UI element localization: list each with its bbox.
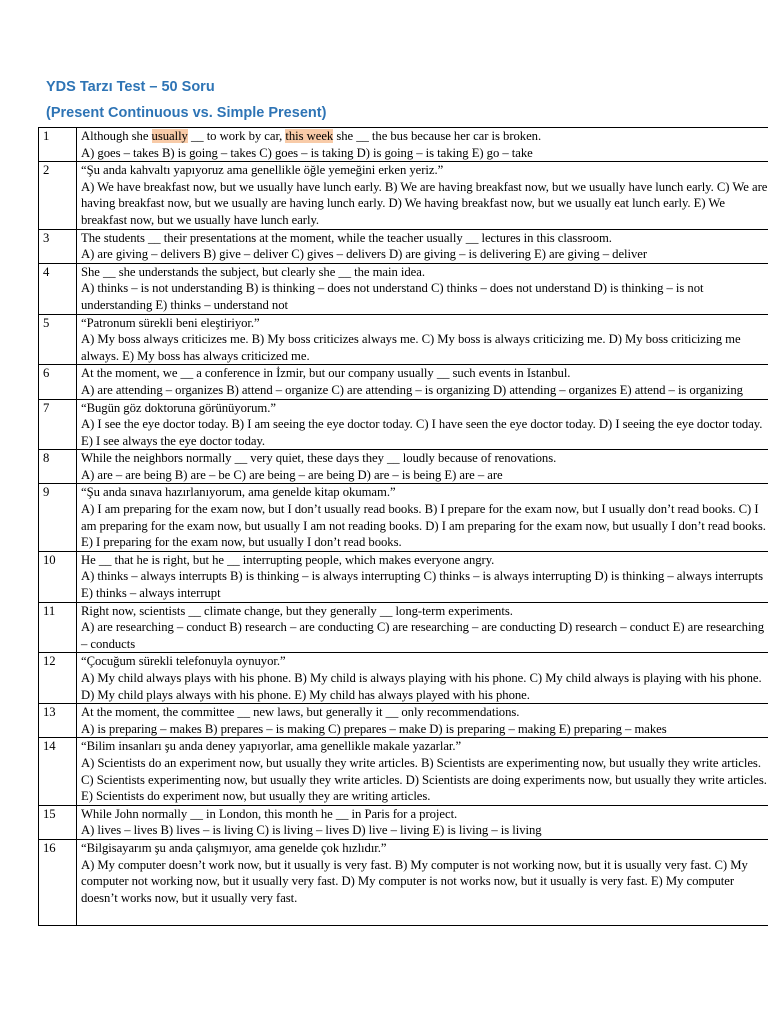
question-stem: She __ she understands the subject, but clearly she __ the main idea.: [81, 264, 425, 279]
question-cell: [77, 653, 768, 704]
question-options: A) My boss always criticizes me. B) My boss criticizes always me. C) My boss is always criticizing me. D) My boss criticizing me always. E) My boss has always criticized me.: [81, 332, 741, 363]
question-row: [39, 399, 768, 450]
question-options: A) is preparing – makes B) prepares – is making C) prepares – make D) is preparing – making E) preparing – makes: [81, 721, 667, 736]
question-number: 6: [39, 365, 77, 399]
question-number: 14: [39, 738, 77, 805]
question-stem: The students __ their presentations at the moment, while the teacher usually __ lectures in this classroom.: [81, 230, 612, 245]
question-cell: [77, 602, 768, 653]
question-cell: [77, 263, 768, 314]
question-row: [39, 653, 768, 704]
question-row: [39, 738, 768, 805]
question-cell: [77, 365, 768, 399]
question-options: A) are giving – delivers B) give – deliver C) gives – delivers D) are giving – is delivering E) are giving – deliver: [81, 247, 648, 262]
question-number: 7: [39, 399, 77, 450]
question-number: 12: [39, 653, 77, 704]
question-cell: [77, 738, 768, 805]
question-cell: [77, 704, 768, 738]
question-row: [39, 551, 768, 602]
question-row: [39, 805, 768, 839]
question-number: 9: [39, 484, 77, 551]
question-stem: “Bilim insanları şu anda deney yapıyorlar, ama genellikle makale yazarlar.”: [81, 739, 462, 754]
question-number: 5: [39, 314, 77, 365]
question-stem: “Bugün göz doktoruna görünüyorum.”: [81, 400, 276, 415]
question-cell: [77, 162, 768, 229]
test-title: YDS Tarzı Test – 50 Soru: [46, 79, 215, 95]
question-stem: While John normally __ in London, this month he __ in Paris for a project.: [81, 806, 458, 821]
question-options: A) are researching – conduct B) research – are conducting C) are researching – are conducting D) research – conduct E) are researching – conducts: [81, 620, 765, 651]
question-row: [39, 484, 768, 551]
question-cell: [77, 399, 768, 450]
question-stem: “Bilgisayarım şu anda çalışmıyor, ama genelde çok hızlıdır.”: [81, 840, 387, 855]
question-options: A) Scientists do an experiment now, but usually they write articles. B) Scientists are experimenting now, but usually they write articles. C) Scientists experimenting now, but usually they write articles. D) Scientists are doing experiments now, but usually they write articles. E) Scientists do experiment now, but usually they are writing articles.: [81, 755, 767, 804]
question-cell: [77, 450, 768, 484]
stem-text: __ to work by car,: [187, 129, 286, 143]
question-number: 3: [39, 229, 77, 263]
question-number: 13: [39, 704, 77, 738]
question-stem: “Çocuğum sürekli telefonuyla oynuyor.”: [81, 654, 286, 669]
question-row: [39, 839, 768, 925]
question-row: [39, 365, 768, 399]
question-row: [39, 162, 768, 229]
question-cell: [77, 805, 768, 839]
question-cell: [77, 128, 768, 162]
question-row: [39, 229, 768, 263]
question-cell: [77, 551, 768, 602]
question-number: 15: [39, 805, 77, 839]
question-number: 16: [39, 839, 77, 925]
question-number: 4: [39, 263, 77, 314]
question-options: A) lives – lives B) lives – is living C) is living – lives D) live – living E) is living – is living: [81, 823, 542, 838]
question-stem: While the neighbors normally __ very quiet, these days they __ loudly because of renovations.: [81, 451, 557, 466]
question-number: 11: [39, 602, 77, 653]
question-options: A) thinks – always interrupts B) is thinking – is always interrupting C) thinks – is always interrupting D) is thinking – always interrupts E) thinks – always interrupt: [81, 569, 763, 601]
question-stem: [81, 128, 768, 145]
question-row: [39, 704, 768, 738]
stem-text: Although she: [81, 129, 152, 143]
question-options: A) are attending – organizes B) attend – organize C) are attending – is organizing D) attending – organizes E) attend – is organizing: [81, 382, 743, 397]
question-cell: [77, 839, 768, 925]
highlighted-word: usually: [151, 129, 188, 143]
question-options: A) We have breakfast now, but we usually have lunch early. B) We are having breakfast now, but we usually have lunch early. C) We are having breakfast now, but we usually are having lunch early. D) We having breakfast now, but we usually eat lunch early. E) We breakfast now, but we usually have lunch early.: [81, 179, 768, 227]
question-stem: “Şu anda kahvaltı yapıyoruz ama genellikle öğle yemeğini erken yeriz.”: [81, 163, 444, 178]
question-cell: [77, 314, 768, 365]
question-options: A) I am preparing for the exam now, but I don’t usually read books. B) I prepare for the exam now, but I usually don’t read books. C) I am preparing for the exam now, but usually I am not reading books. D) I am preparing for the exam now, but usually I don’t read books. E) I preparing for the exam now, but usually I don’t read books.: [81, 502, 766, 550]
question-number: 8: [39, 450, 77, 484]
question-options: A) thinks – is not understanding B) is thinking – does not understand C) thinks – does not understand D) is thinking – is not understanding E) thinks – understand not: [81, 281, 704, 312]
question-row: [39, 314, 768, 365]
question-number: 1: [39, 128, 77, 162]
question-stem: “Patronum sürekli beni eleştiriyor.”: [81, 315, 260, 330]
question-options: A) I see the eye doctor today. B) I am seeing the eye doctor today. C) I have seen the eye doctor today. D) I seeing the eye doctor today. E) I see always the eye doctor today.: [81, 417, 763, 448]
question-stem: He __ that he is right, but he __ interrupting people, which makes everyone angry.: [81, 552, 495, 567]
question-row: [39, 128, 768, 162]
question-row: [39, 450, 768, 484]
questions-table: [38, 127, 768, 926]
question-row: [39, 263, 768, 314]
question-cell: [77, 484, 768, 551]
stem-text: she __ the bus because her car is broken.: [333, 129, 542, 143]
question-stem: At the moment, we __ a conference in İzmir, but our company usually __ such events in Istanbul.: [81, 366, 571, 381]
highlighted-word: this week: [285, 129, 334, 143]
question-stem: “Şu anda sınava hazırlanıyorum, ama genelde kitap okumam.”: [81, 485, 396, 500]
question-cell: [77, 229, 768, 263]
test-subtitle: (Present Continuous vs. Simple Present): [46, 105, 327, 121]
question-stem: Right now, scientists __ climate change, but they generally __ long-term experiments.: [81, 603, 513, 618]
question-number: 10: [39, 551, 77, 602]
question-number: 2: [39, 162, 77, 229]
question-options: A) My child always plays with his phone. B) My child is always playing with his phone. C) My child always is playing with his phone. D) My child plays always with his phone. E) My child has always played with his phone.: [81, 671, 762, 702]
question-row: [39, 602, 768, 653]
question-options: A) goes – takes B) is going – takes C) goes – is taking D) is going – is taking E) go – take: [81, 145, 533, 160]
question-options: A) My computer doesn’t work now, but it usually is very fast. B) My computer is not working now, but it is usually very fast. C) My computer not working now, but it usually very fast. D) My computer is not works now, but it usually is very fast. E) My computer doesn’t works now, but it usually very fast.: [81, 857, 748, 905]
question-stem: At the moment, the committee __ new laws, but generally it __ only recommendations.: [81, 705, 520, 720]
question-options: A) are – are being B) are – be C) are being – are being D) are – is being E) are – are: [81, 467, 503, 482]
